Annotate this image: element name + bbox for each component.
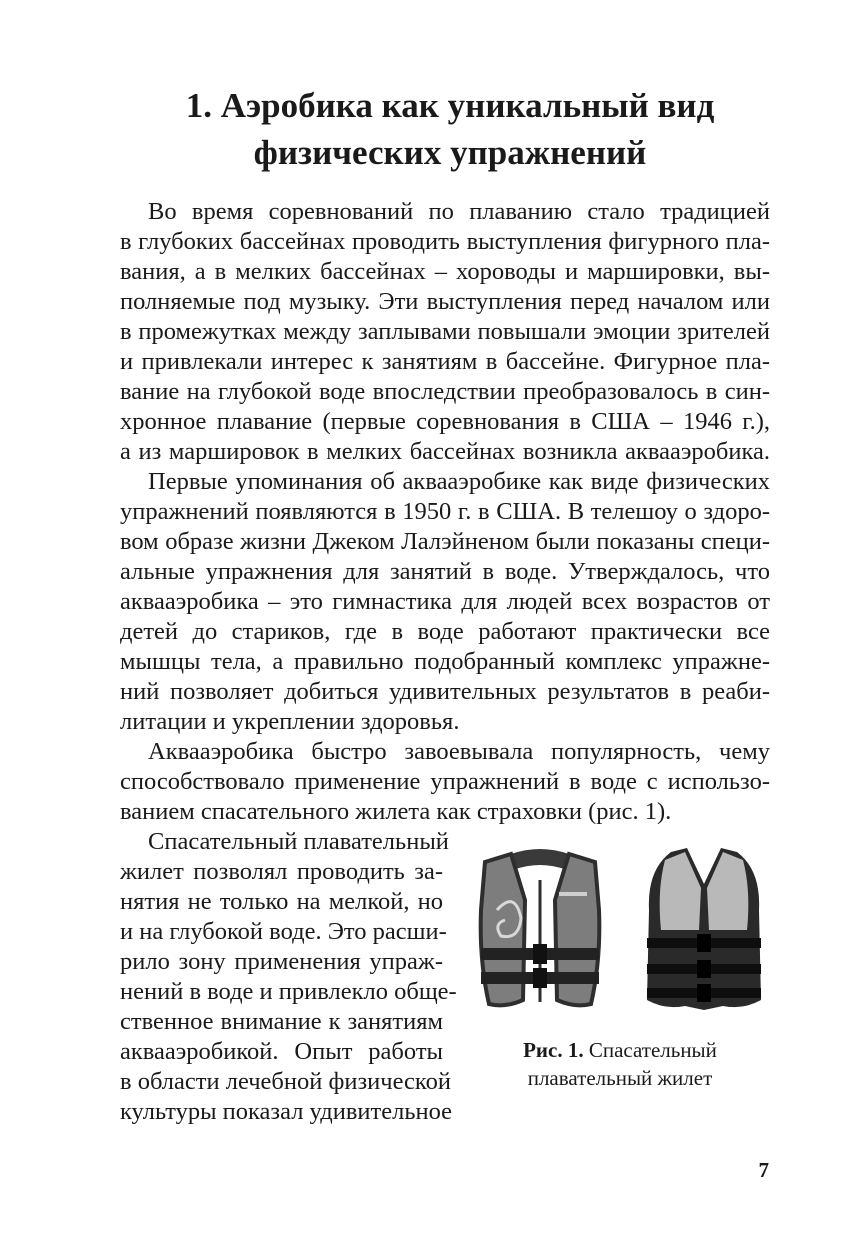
text-line: вания, а в мелких бассейнах – хороводы и маршировки, вы- [120,258,770,285]
text-line: аквааэробика – это гимнастика для людей всех возрастов от [120,588,770,615]
text-line: литации и укреплении здоровья. [120,708,460,735]
text-line: культуры показал удивительное [120,1098,453,1125]
text-line: Аквааэробика быстро завоевывала популярность, чему [148,738,770,765]
text-line: в промежутках между заплывами повышали эмоции зрителей [120,318,770,345]
chapter-heading [150,82,750,176]
text-line: вом образе жизни Джеком Лалэйненом были показаны специ- [120,528,770,555]
text-line: Во время соревнований по плаванию стало традицией [148,198,770,225]
text-line: нений в воде и привлекло обще- [120,978,457,1005]
text-line: рило зону применения упраж- [120,948,443,975]
text-line: хронное плавание (первые соревнования в США – 1946 г.), [120,408,770,435]
page-number: 7 [758,1158,769,1182]
life-vest-image-2 [643,840,765,1015]
text-line: вание на глубокой воде впоследствии преобразовалось в син- [120,378,770,405]
paragraph-3 [120,737,770,827]
paragraph-2 [120,467,770,737]
text-line: Спасательный плавательный [148,828,449,855]
text-line: способствовало применение упражнений в воде с использо- [120,768,770,795]
text-line: ственное внимание к занятиям [120,1008,443,1035]
paragraph-4 [120,827,457,1127]
text-line: в области лечебной физической [120,1068,451,1095]
text-line: альные упражнения для занятий в воде. Утверждалось, что [120,558,770,585]
text-line: Первые упоминания об аквааэробике как виде физических [148,468,770,495]
life-vest-image-1 [475,840,605,1015]
caption-text: Спасательный [583,1038,717,1062]
text-line: ний позволяет добиться удивительных результатов в реаби- [120,678,770,705]
text-line: а из маршировок в мелких бассейнах возникла аквааэробика. [120,438,770,465]
heading-line-1: 1. Аэробика как уникальный вид [185,86,715,125]
text-line: детей до стариков, где в воде работают практически все [120,618,770,645]
text-line: и привлекали интерес к занятиям в бассейне. Фигурное пла- [120,348,770,375]
heading-line-2: физических упражнений [253,133,647,172]
text-line: мышцы тела, а правильно подобранный комплекс упражне- [120,648,770,675]
caption-label: Рис. 1. [523,1038,584,1062]
caption-line-1 [465,1036,775,1064]
figure-caption [465,1036,775,1092]
text-line: нятия не только на мелкой, но [120,888,443,915]
text-line: упражнений появляются в 1950 г. в США. В телешоу о здоро- [120,498,770,525]
text-line: жилет позволял проводить за- [120,858,443,885]
text-line: аквааэробикой. Опыт работы [120,1038,443,1065]
paragraph-1 [120,197,770,467]
text-line: полняемые под музыку. Эти выступления перед началом или [120,288,770,315]
text-line: в глубоких бассейнах проводить выступления фигурного пла- [120,228,770,255]
text-line: ванием спасательного жилета как страховки (рис. 1). [120,798,672,825]
caption-line-2: плавательный жилет [527,1066,713,1090]
text-line: и на глубокой воде. Это расши- [120,918,447,945]
